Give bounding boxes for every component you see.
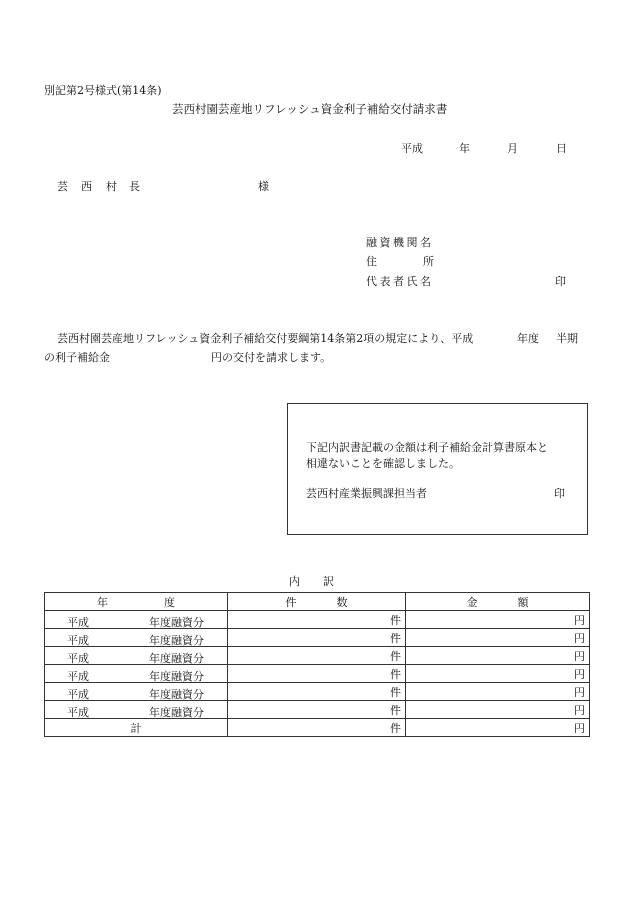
row-era: 平成 xyxy=(67,706,89,719)
row-count-cell: 件 xyxy=(228,665,406,683)
addressee-char: 長 xyxy=(129,180,140,193)
row-year-cell xyxy=(45,647,228,665)
table-row xyxy=(45,701,590,719)
caption-char: 内 xyxy=(289,575,300,588)
header-char: 度 xyxy=(164,595,175,609)
total-count-cell: 件 xyxy=(228,719,406,737)
date-year-label: 年 xyxy=(459,142,470,155)
header-year xyxy=(45,593,228,611)
row-year-suffix: 年度融資分 xyxy=(149,634,204,647)
form-number: 別記第2号様式(第14条) xyxy=(44,84,162,97)
table-row xyxy=(45,683,590,701)
header-char: 件 xyxy=(285,595,297,609)
body-fiscal-year: 年度 xyxy=(517,332,539,345)
row-year-cell xyxy=(45,629,228,647)
table-row xyxy=(45,611,590,629)
date-era: 平成 xyxy=(401,142,423,155)
row-year-cell xyxy=(45,701,228,719)
header-char: 額 xyxy=(517,595,529,609)
row-year-suffix: 年度融資分 xyxy=(149,616,204,629)
row-era: 平成 xyxy=(67,688,89,701)
table-header-row xyxy=(45,593,590,611)
applicant-seal: 印 xyxy=(555,275,566,288)
row-era: 平成 xyxy=(67,670,89,683)
confirmation-box xyxy=(287,403,588,535)
confirm-officer: 芸西村産業振興課担当者 xyxy=(306,487,427,500)
row-year-cell xyxy=(45,683,228,701)
row-amount-cell: 円 xyxy=(406,629,590,647)
addressee-char: 西 xyxy=(81,180,92,193)
address-label-char: 所 xyxy=(423,255,434,268)
total-label: 計 xyxy=(45,719,228,737)
body-half: 半期 xyxy=(556,332,578,345)
row-amount-cell: 円 xyxy=(406,611,590,629)
row-year-cell xyxy=(45,611,228,629)
row-year-suffix: 年度融資分 xyxy=(149,670,204,683)
confirm-line-1: 下記内訳書記載の金額は利子補給金計算書原本と xyxy=(306,441,548,454)
row-year-cell xyxy=(45,665,228,683)
date-month-label: 月 xyxy=(507,142,518,155)
body-line-1: 芸西村園芸産地リフレッシュ資金利子補給交付要綱第14条第2項の規定により、平成 xyxy=(57,332,474,345)
row-era: 平成 xyxy=(67,616,89,629)
row-era: 平成 xyxy=(67,652,89,665)
row-count-cell: 件 xyxy=(228,611,406,629)
caption-char: 訳 xyxy=(323,575,334,588)
table-row xyxy=(45,629,590,647)
representative-name-label: 代表者氏名 xyxy=(366,275,434,288)
header-amount xyxy=(406,593,590,611)
row-count-cell: 件 xyxy=(228,629,406,647)
date-day-label: 日 xyxy=(556,142,567,155)
total-amount-cell: 円 xyxy=(406,719,590,737)
confirm-line-2: 相違ないことを確認しました。 xyxy=(306,457,460,470)
table-total-row xyxy=(45,719,590,737)
row-count-cell: 件 xyxy=(228,647,406,665)
row-year-suffix: 年度融資分 xyxy=(149,706,204,719)
body-line-2a: の利子補給金 xyxy=(44,351,110,364)
addressee-honorific: 様 xyxy=(258,180,269,193)
table-row xyxy=(45,647,590,665)
row-amount-cell: 円 xyxy=(406,665,590,683)
row-count-cell: 件 xyxy=(228,701,406,719)
row-count-cell: 件 xyxy=(228,683,406,701)
document-title: 芸西村園芸産地リフレッシュ資金利子補給交付請求書 xyxy=(172,102,448,116)
addressee-char: 村 xyxy=(106,180,117,193)
table-row xyxy=(45,665,590,683)
row-amount-cell: 円 xyxy=(406,683,590,701)
row-year-suffix: 年度融資分 xyxy=(149,652,204,665)
header-count xyxy=(228,593,406,611)
header-char: 金 xyxy=(466,595,478,609)
header-char: 年 xyxy=(97,595,108,609)
row-era: 平成 xyxy=(67,634,89,647)
row-amount-cell: 円 xyxy=(406,701,590,719)
body-line-2b: 円の交付を請求します。 xyxy=(211,351,332,364)
confirm-seal: 印 xyxy=(554,487,565,500)
row-year-suffix: 年度融資分 xyxy=(149,688,204,701)
institution-name-label: 融資機関名 xyxy=(366,236,434,249)
row-amount-cell: 円 xyxy=(406,647,590,665)
breakdown-table xyxy=(44,592,590,737)
address-label-char: 住 xyxy=(366,255,377,268)
header-char: 数 xyxy=(336,595,348,609)
addressee-char: 芸 xyxy=(57,180,68,193)
